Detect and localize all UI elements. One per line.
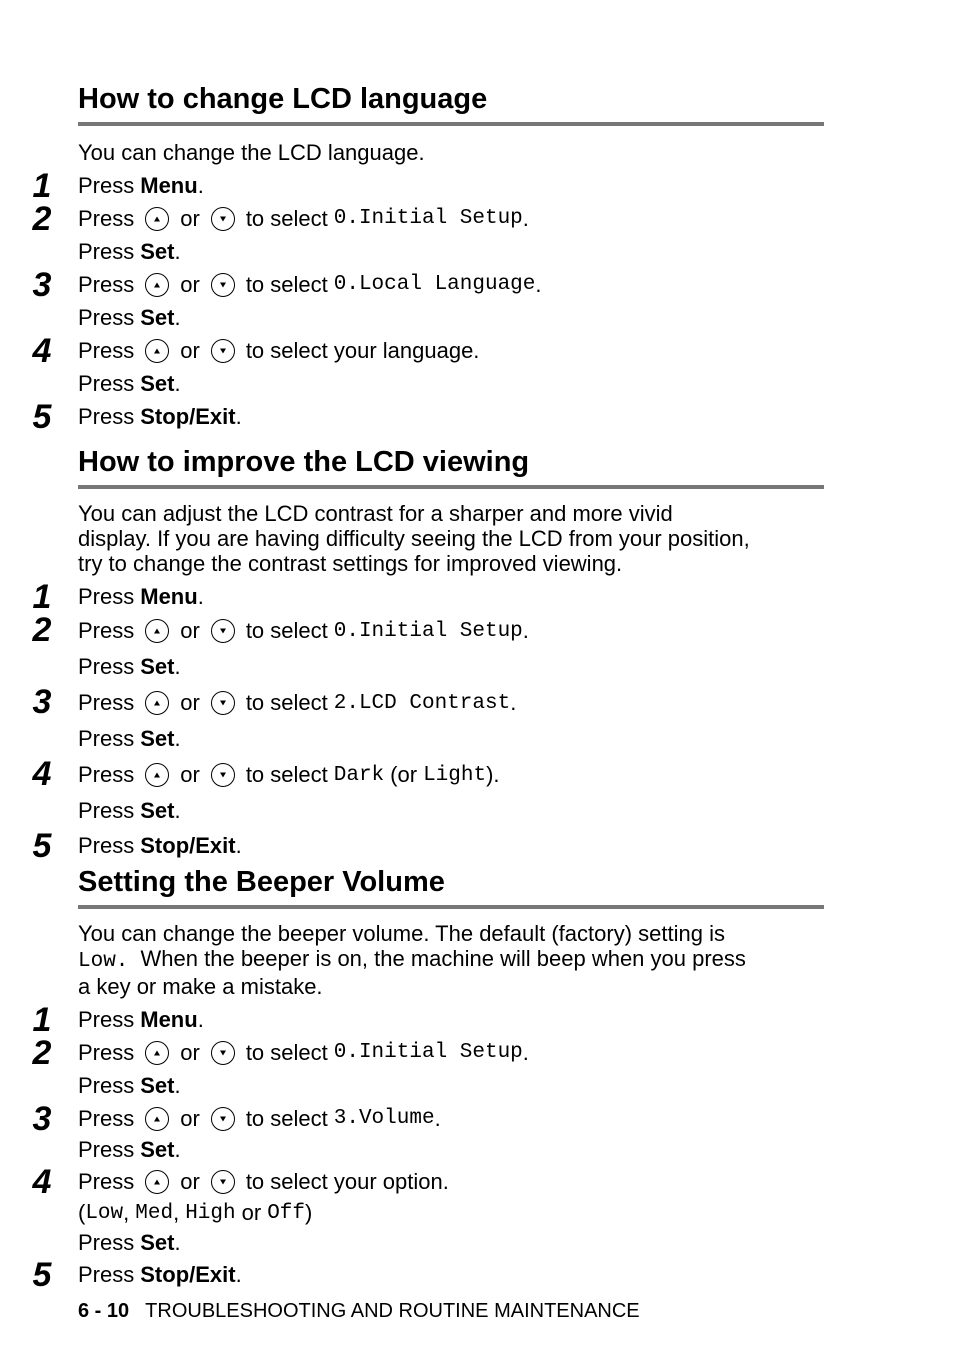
section-intro-line: You can change the beeper volume. The default (factory) setting is [78,921,725,946]
down-arrow-button-icon [211,339,235,363]
step-number: 2 [32,200,52,238]
set-key: Set [140,654,175,679]
step-number: 5 [32,1256,52,1294]
section-divider [78,122,824,126]
down-arrow-button-icon [211,619,235,643]
chapter-title: TROUBLESHOOTING AND ROUTINE MAINTENANCE [145,1300,640,1322]
up-arrow-button-icon [145,763,169,787]
step-3: 3 Press or to select 2.LCD Contrast . Press Set . [78,685,824,757]
menu-option: 0.Local Language [333,273,536,296]
step-2: 2 Press or to select 0.Initial Setup . Press Set . [78,202,824,268]
step-list [32,167,824,436]
step-number: 2 [32,1034,52,1072]
menu-option: 2.LCD Contrast [333,691,511,715]
down-arrow-button-icon [211,1041,235,1065]
step-number: 3 [32,266,52,304]
section-title: How to improve the LCD viewing [78,446,530,478]
menu-key: Menu [140,583,198,609]
step-3: 3 Press or to select 0.Local Language . Press Set . [78,268,824,334]
step-number: 4 [32,332,52,370]
up-arrow-button-icon [145,339,169,363]
step-3: 3 Press or to select 3.Volume . Press Set . [78,1102,824,1165]
section-intro-line: display. If you are having difficulty seeing the LCD from your position, [78,526,750,551]
step-1: 1 Press Menu . [78,1003,824,1036]
step-5: 5 Press Stop/Exit . [78,1258,824,1291]
step-4: 4 Press or to select your language. Press Set . [78,334,824,400]
step-5: 5 Press Stop/Exit . [78,829,824,862]
step-4: 4 Press or to select your option. ( Low , Med , High or Off ) Press Set . [78,1165,824,1258]
step-number: 5 [32,827,52,865]
up-arrow-button-icon [145,1170,169,1194]
step-2: 2 Press or to select 0.Initial Setup . Press Set . [78,1036,824,1102]
set-key: Set [140,370,175,396]
down-arrow-button-icon [211,1170,235,1194]
option-med: Med [135,1201,174,1225]
option-off: Off [267,1201,305,1225]
down-arrow-button-icon [211,273,235,297]
up-arrow-button-icon [145,207,169,231]
set-key: Set [140,304,175,330]
section-intro-line: a key or make a mistake. [78,974,323,999]
step-number: 5 [32,398,52,436]
menu-option: 0.Initial Setup [333,619,523,643]
stop-exit-key: Stop/Exit [140,1261,236,1287]
step-number: 3 [32,1100,52,1138]
section-title: How to change LCD language [78,83,488,115]
section-title: Setting the Beeper Volume [78,866,445,898]
section-divider [78,905,824,909]
down-arrow-button-icon [211,1107,235,1131]
down-arrow-button-icon [211,763,235,787]
step-list [32,1001,824,1294]
up-arrow-button-icon [145,691,169,715]
section-lcd-viewing [32,445,824,865]
menu-option: 0.Initial Setup [333,1041,523,1064]
down-arrow-button-icon [211,691,235,715]
step-number: 4 [32,755,52,793]
step-4: 4 Press or to select Dark (or Light ). Press Set . [78,757,824,829]
section-beeper-volume [32,865,824,1294]
section-lcd-language [32,82,824,436]
step-number: 4 [32,1163,52,1201]
menu-option: 3.Volume [333,1107,435,1130]
step-number: 3 [32,683,52,721]
step-number: 2 [32,611,52,649]
menu-option: 0.Initial Setup [333,207,523,230]
set-key: Set [140,1230,175,1255]
option-high: High [185,1201,236,1225]
down-arrow-button-icon [211,207,235,231]
step-2: 2 Press or to select 0.Initial Setup . Press Set . [78,613,824,685]
menu-key: Menu [140,1006,198,1032]
section-intro-line: try to change the contrast settings for improved viewing. [78,551,623,576]
set-key: Set [140,1072,175,1098]
stop-exit-key: Stop/Exit [140,403,236,429]
menu-option-alt: Light [423,763,487,787]
step-number: 1 [32,1001,52,1039]
step-5: 5 Press Stop/Exit . [78,400,824,433]
set-key: Set [140,798,175,823]
up-arrow-button-icon [145,619,169,643]
section-intro: You can change the LCD language. [78,140,425,165]
page-footer [78,1300,640,1323]
page-number: 6 - 10 [78,1300,130,1322]
option-low: Low [85,1201,124,1225]
up-arrow-button-icon [145,1041,169,1065]
step-number: 1 [32,167,52,205]
section-intro-line: Low. When the beeper is on, the machine will beep when you press [78,946,746,973]
default-value: Low. [78,950,129,973]
step-list [32,578,824,865]
step-1: 1 Press Menu . [78,580,824,613]
menu-key: Menu [140,172,198,198]
set-key: Set [140,1137,175,1162]
up-arrow-button-icon [145,1107,169,1131]
up-arrow-button-icon [145,273,169,297]
option-list: ( Low , Med , High or Off ) [78,1200,313,1225]
menu-option: Dark [333,763,385,787]
step-1: 1 Press Menu . [78,169,824,202]
section-divider [78,485,824,489]
stop-exit-key: Stop/Exit [140,832,236,858]
step-number: 1 [32,578,52,616]
set-key: Set [140,238,175,264]
set-key: Set [140,726,175,751]
section-intro-line: You can adjust the LCD contrast for a sharper and more vivid [78,501,673,526]
